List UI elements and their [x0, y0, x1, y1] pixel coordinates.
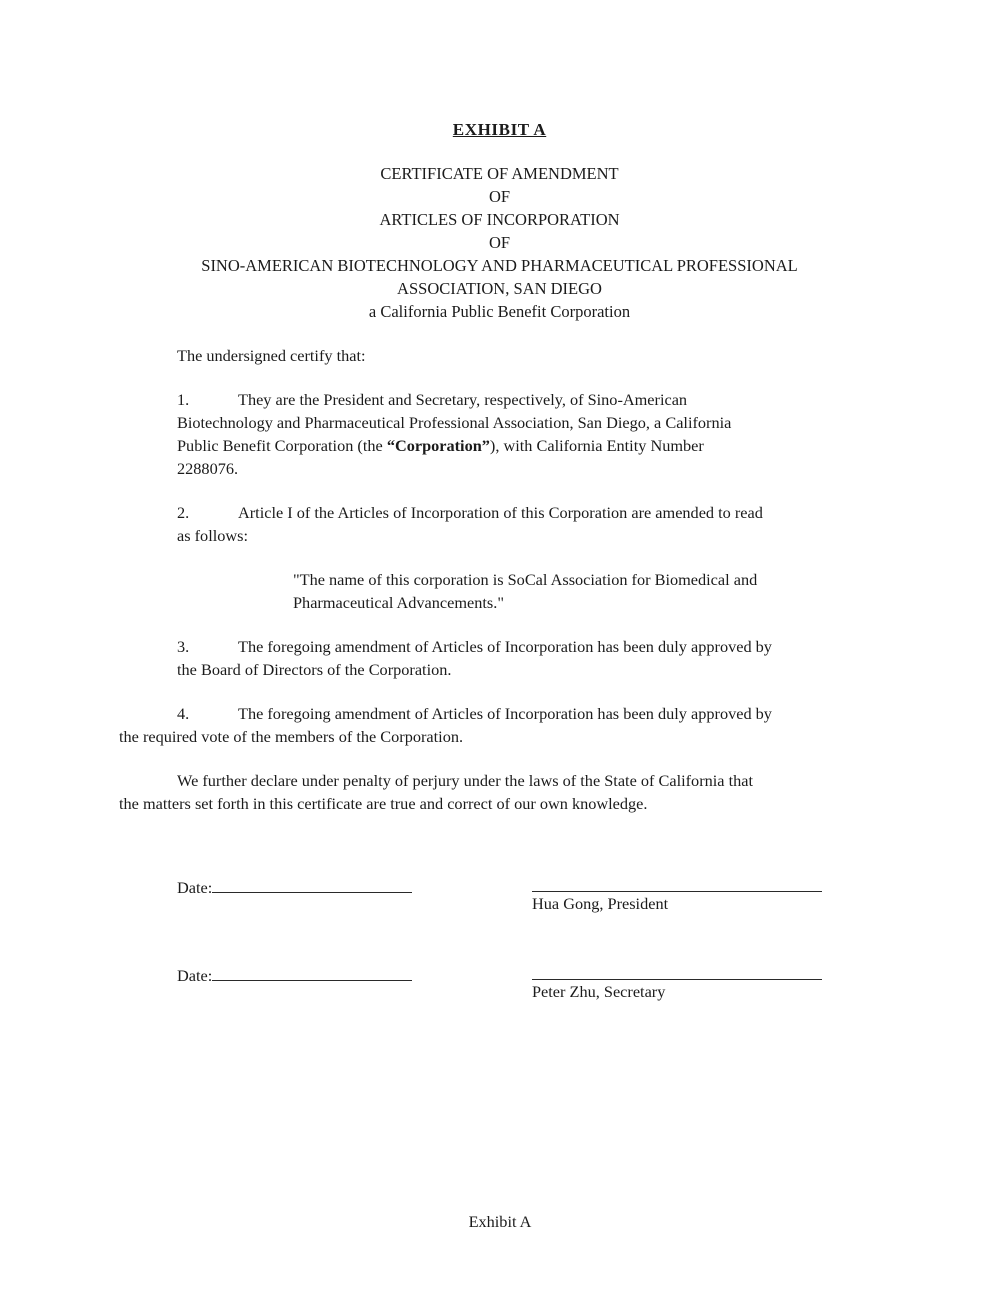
paragraph-number: 4. [177, 704, 190, 723]
paragraph-number: 3. [177, 637, 190, 656]
signer-name: Hua Gong, President [532, 894, 669, 913]
title-line: a California Public Benefit Corporation [368, 302, 631, 321]
signature-field [532, 876, 822, 915]
date-blank-line[interactable] [212, 879, 412, 893]
title-line: ASSOCIATION, SAN DIEGO [397, 279, 602, 298]
defined-term: “Corporation” [386, 436, 490, 455]
text-line: Pharmaceutical Advancements." [293, 593, 504, 612]
text-segment: The foregoing amendment of Articles of Incorporation has been duly approved by [238, 704, 772, 723]
signature-blank-line[interactable] [532, 876, 822, 892]
text-line: the required vote of the members of the Corporation. [119, 727, 464, 746]
text-segment: Public Benefit Corporation (the [177, 436, 387, 455]
title-line: SINO-AMERICAN BIOTECHNOLOGY AND PHARMACEUTICAL PROFESSIONAL [201, 256, 798, 275]
text-line: Biotechnology and Pharmaceutical Professional Association, San Diego, a California [177, 413, 732, 432]
date-blank-line[interactable] [212, 967, 412, 981]
date-label: Date: [177, 878, 213, 897]
text-line [177, 434, 880, 457]
paragraph-number: 1. [177, 390, 190, 409]
signature-blank-line[interactable] [532, 964, 822, 980]
paragraph-number: 2. [177, 503, 190, 522]
document-title [119, 162, 880, 323]
date-field [177, 964, 412, 987]
title-line: OF [488, 187, 511, 206]
date-label: Date: [177, 966, 213, 985]
text-line [177, 702, 880, 725]
title-line: OF [488, 233, 511, 252]
text-line: "The name of this corporation is SoCal Association for Biomedical and [293, 570, 758, 589]
paragraph-3 [119, 635, 880, 681]
paragraph-4 [119, 702, 880, 748]
signature-field [532, 964, 822, 1003]
text-line: as follows: [177, 526, 248, 545]
title-line: CERTIFICATE OF AMENDMENT [380, 164, 619, 183]
text-line: We further declare under penalty of perjury under the laws of the State of California that [177, 771, 753, 790]
exhibit-header [119, 118, 880, 141]
title-line: ARTICLES OF INCORPORATION [379, 210, 620, 229]
text-line [177, 388, 880, 411]
text-line: 2288076. [177, 459, 239, 478]
text-line [177, 635, 880, 658]
text-segment: ), with California Entity Number [489, 436, 704, 455]
page-footer: Exhibit A [468, 1212, 532, 1231]
text-line [177, 501, 880, 524]
exhibit-header-text: EXHIBIT A [452, 120, 547, 139]
text-segment: Article I of the Articles of Incorporation of this Corporation are amended to read [238, 503, 763, 522]
intro-text: The undersigned certify that: [177, 346, 366, 365]
signature-block [119, 876, 880, 1004]
text-line: the matters set forth in this certificate are true and correct of our own knowledge. [119, 794, 648, 813]
paragraph-2 [119, 501, 880, 547]
signature-row-president [119, 876, 880, 916]
amendment-quote [293, 568, 880, 614]
date-field [177, 876, 412, 899]
intro-paragraph [119, 344, 880, 367]
signer-name: Peter Zhu, Secretary [532, 982, 666, 1001]
paragraph-1 [119, 388, 880, 480]
text-segment: They are the President and Secretary, respectively, of Sino-American [238, 390, 688, 409]
text-segment: The foregoing amendment of Articles of Incorporation has been duly approved by [238, 637, 772, 656]
closing-paragraph [119, 769, 880, 815]
signature-row-secretary [119, 964, 880, 1004]
text-line: the Board of Directors of the Corporation. [177, 660, 452, 679]
